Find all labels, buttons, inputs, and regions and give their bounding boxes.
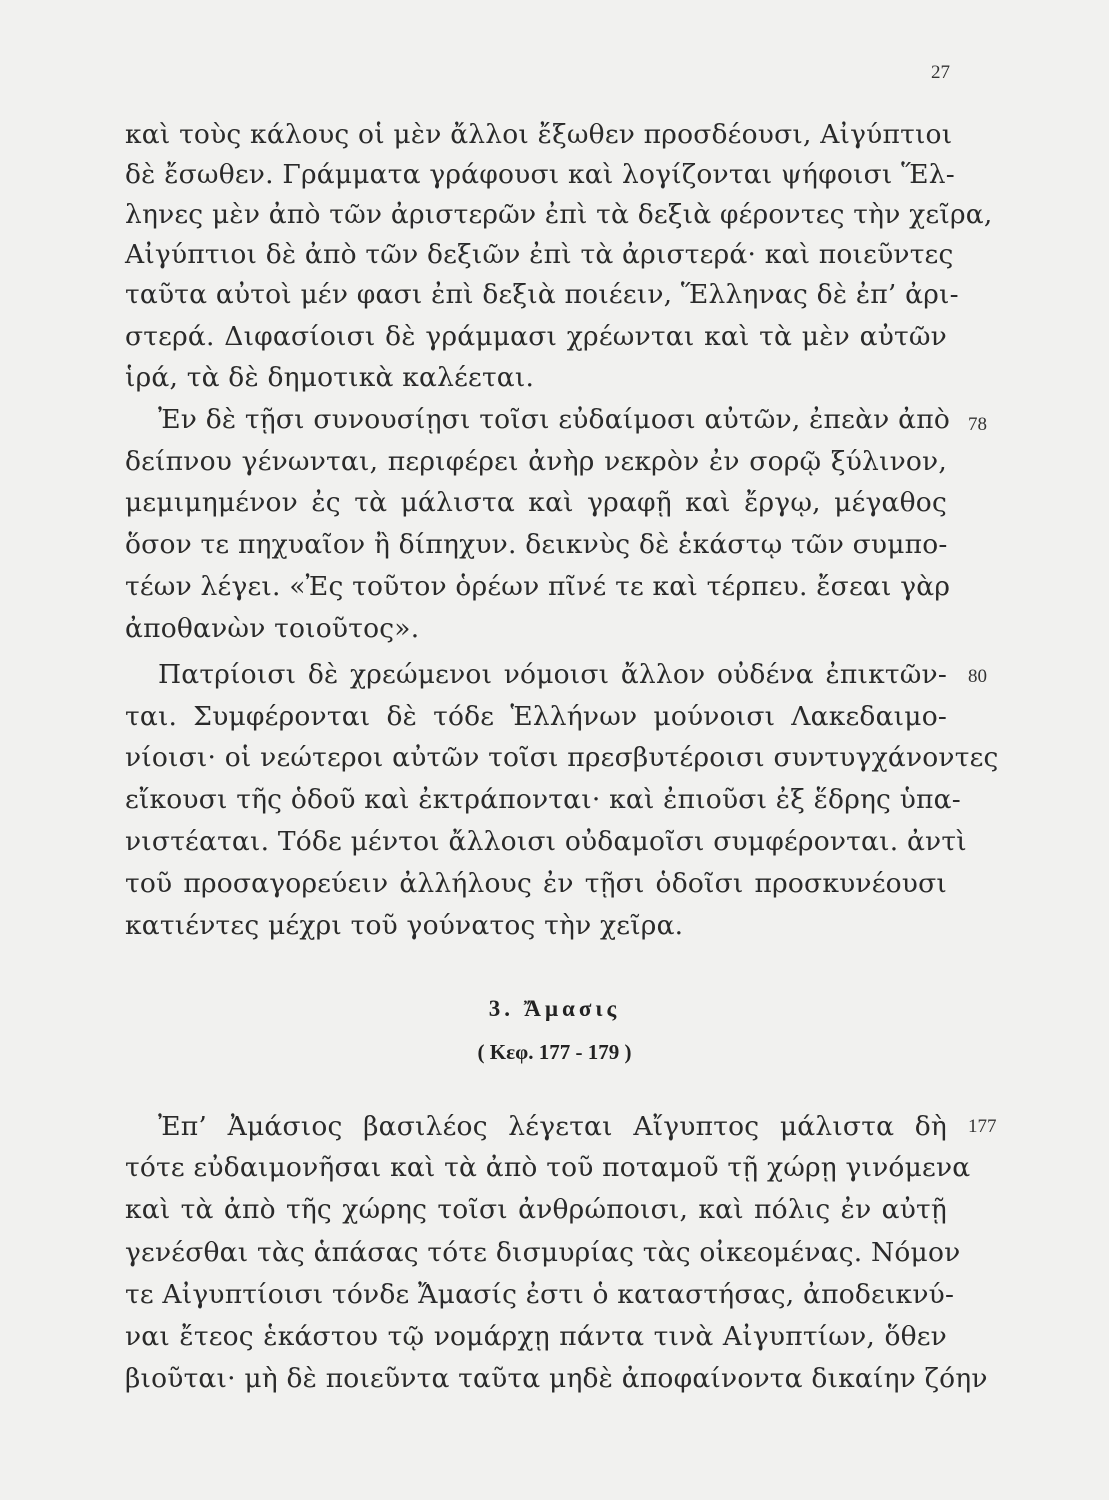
text-line: Ἐν δὲ τῇσι συνουσίῃσι τοῖσι εὐδαίμοσι αὐτῶν, ἐπεὰν ἀπὸ [158,404,950,435]
text-line: δὲ ἔσωθεν. Γράμματα γράφουσι καὶ λογίζονται ψήφοισι Ἕλ- [125,159,955,190]
text-line: βιοῦται· μὴ δὲ ποιεῦντα ταῦτα μηδὲ ἀποφαίνοντα δικαίην ζόην [125,1363,988,1394]
text-line: στερά. Διφασίοισι δὲ γράμμασι χρέωνται καὶ τὰ μὲν αὐτῶν [125,321,947,352]
text-line: δείπνου γένωνται, περιφέρει ἀνὴρ νεκρὸν ἐν σορῷ ξύλινον, [125,446,947,477]
text-line: καὶ τὰ ἀπὸ τῆς χώρης τοῖσι ἀνθρώποισι, καὶ πόλις ἐν αὐτῇ [125,1194,947,1225]
text-line: εἴκουσι τῆς ὁδοῦ καὶ ἐκτράπονται· καὶ ἐπιοῦσι ἐξ ἕδρης ὑπα- [125,784,961,815]
text-line: Ἐπ’ Ἀμάσιος βασιλέος λέγεται Αἴγυπτος μάλιστα δὴ [158,1111,947,1142]
text-line: Αἰγύπτιοι δὲ ἀπὸ τῶν δεξιῶν ἐπὶ τὰ ἀριστερά· καὶ ποιεῦντες [125,239,954,270]
text-line: ὅσον τε πηχυαῖον ἢ δίπηχυν. δεικνὺς δὲ ἑκάστῳ τῶν συμπο- [125,529,948,560]
section-heading: 3. Ἄμασις [488,996,621,1021]
text-line: τέων λέγει. «Ἐς τοῦτον ὁρέων πῖνέ τε καὶ τέρπευ. ἔσεαι γὰρ [125,571,951,602]
text-line: ἀποθανὼν τοιοῦτος». [125,613,420,644]
text-line: ληνες μὲν ἀπὸ τῶν ἀριστερῶν ἐπὶ τὰ δεξιὰ φέροντες τὴν χεῖρα, [125,199,993,230]
text-line: ται. Συμφέρονται δὲ τόδε Ἑλλήνων μούνοισι Λακεδαιμο- [125,701,947,732]
text-line: νιστέαται. Τόδε μέντοι ἄλλοισι οὐδαμοῖσι συμφέρονται. ἀντὶ [125,826,967,857]
text-line: ναι ἔτεος ἑκάστου τῷ νομάρχῃ πάντα τινὰ Αἰγυπτίων, ὅθεν [125,1321,947,1352]
text-line: Πατρίοισι δὲ χρεώμενοι νόμοισι ἄλλον οὐδένα ἐπικτῶν- [158,659,947,690]
chapter-margin-number: 78 [968,414,987,435]
chapter-margin-number: 177 [968,1116,997,1137]
chapter-margin-number: 80 [968,666,987,687]
page-number: 27 [931,62,950,83]
text-line: ταῦτα αὐτοὶ μέν φασι ἐπὶ δεξιὰ ποιέειν, Ἕλληνας δὲ ἐπ’ ἀρι- [125,279,959,310]
text-line: καὶ τοὺς κάλους οἱ μὲν ἄλλοι ἔξωθεν προσδέουσι, Αἰγύπτιοι [125,119,953,150]
text-line: τοῦ προσαγορεύειν ἀλλήλους ἐν τῇσι ὁδοῖσι προσκυνέουσι [125,868,947,899]
text-line: μεμιμημένον ἐς τὰ μάλιστα καὶ γραφῇ καὶ ἔργῳ, μέγαθος [125,487,947,518]
text-line: ἱρά, τὰ δὲ δημοτικὰ καλέεται. [125,362,535,393]
text-line: γενέσθαι τὰς ἁπάσας τότε δισμυρίας τὰς οἰκεομένας. Νόμον [125,1237,961,1268]
section-subheading: ( Κεφ. 177 - 179 ) [477,1040,632,1064]
text-line: κατιέντες μέχρι τοῦ γούνατος τὴν χεῖρα. [125,910,684,941]
text-line: τότε εὐδαιμονῆσαι καὶ τὰ ἀπὸ τοῦ ποταμοῦ τῇ χώρῃ γινόμενα [125,1152,971,1183]
text-line: τε Αἰγυπτίοισι τόνδε Ἄμασίς ἐστι ὁ καταστήσας, ἀποδεικνύ- [125,1279,955,1310]
text-line: νίοισι· οἱ νεώτεροι αὐτῶν τοῖσι πρεσβυτέροισι συντυγχάνοντες [125,742,999,773]
